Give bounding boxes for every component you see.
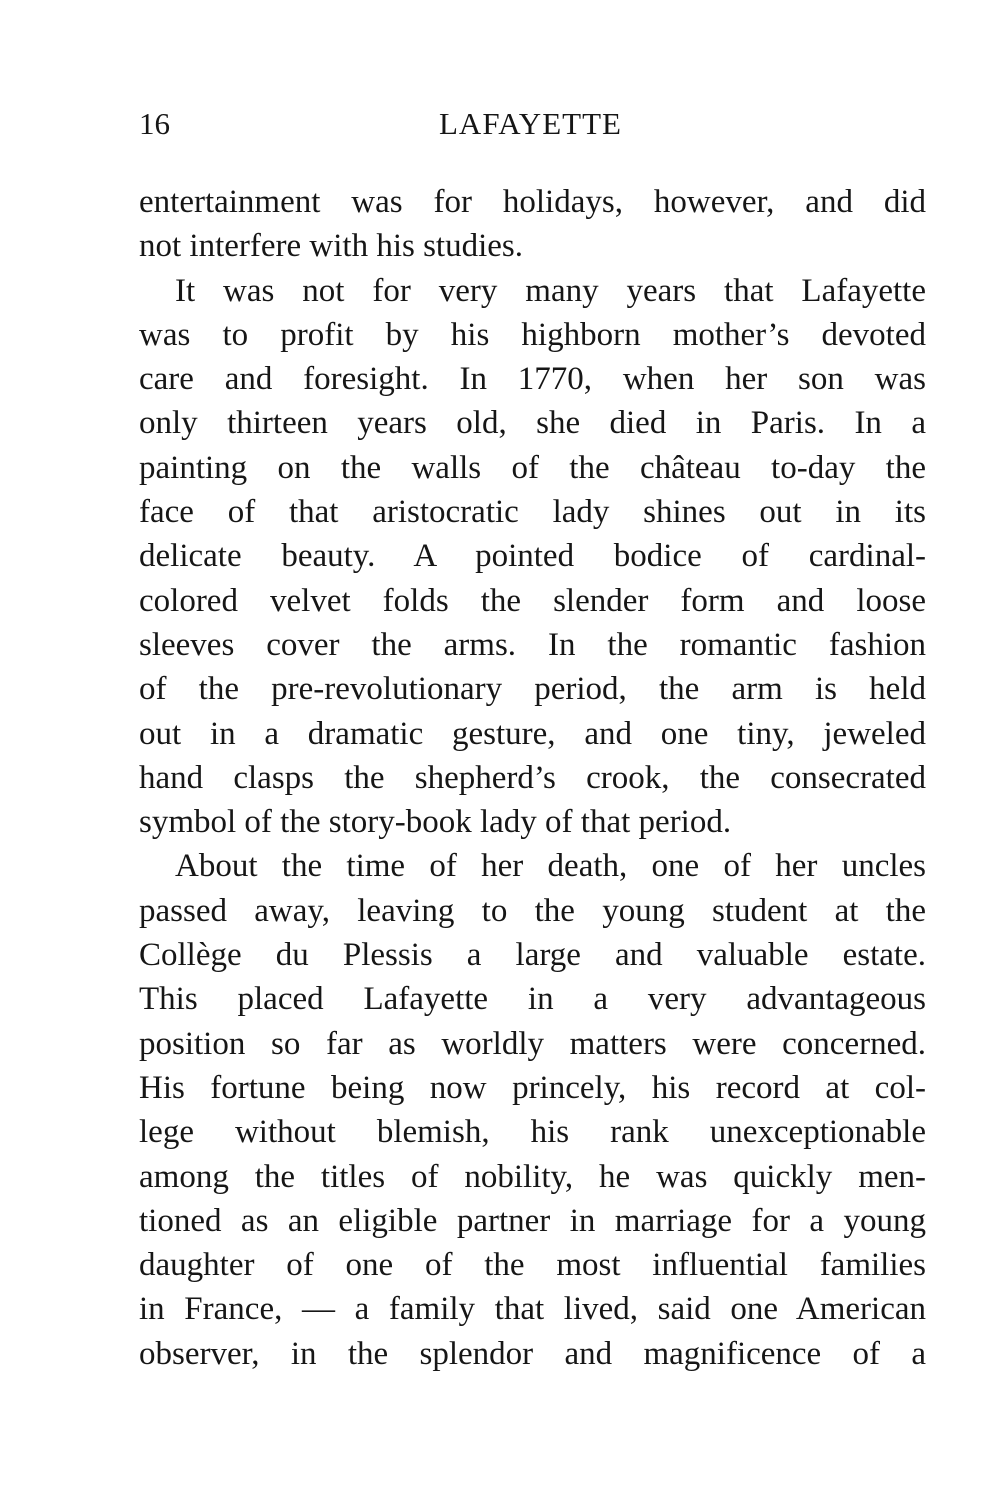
paragraph-first-line: It was not for very many years that Lafayette <box>175 272 926 309</box>
text-line: sleeves cover the arms. In the romantic fashion <box>139 626 926 663</box>
text-line: This placed Lafayette in a very advantageous <box>139 981 926 1018</box>
text-line: lege without blemish, his rank unexceptionable <box>139 1114 926 1151</box>
body-text <box>139 180 926 1376</box>
text-line: observer, in the splendor and magnificence of a <box>139 1335 926 1372</box>
text-line: among the titles of nobility, he was quickly men- <box>139 1158 926 1195</box>
text-line: entertainment was for holidays, however, and did <box>139 184 926 220</box>
text-line: daughter of one of the most influential families <box>139 1247 926 1284</box>
text-line: painting on the walls of the château to-day the <box>139 449 926 486</box>
text-line: only thirteen years old, she died in Paris. In a <box>139 405 926 442</box>
text-line: tioned as an eligible partner in marriage for a young <box>139 1202 926 1239</box>
paragraph-first-line: About the time of her death, one of her uncles <box>175 848 926 885</box>
text-line: in France, — a family that lived, said one American <box>139 1291 926 1328</box>
text-line: not interfere with his studies. <box>139 228 524 265</box>
text-line: His fortune being now princely, his record at col- <box>139 1069 926 1106</box>
text-line: delicate beauty. A pointed bodice of cardinal- <box>139 538 926 575</box>
text-line: face of that aristocratic lady shines out in its <box>139 494 926 531</box>
running-head <box>139 104 926 144</box>
page-number: 16 <box>139 106 170 141</box>
text-line: Collège du Plessis a large and valuable estate. <box>139 937 926 974</box>
text-line: was to profit by his highborn mother’s devoted <box>139 316 926 353</box>
text-line: colored velvet folds the slender form and loose <box>139 582 926 619</box>
running-title: LAFAYETTE <box>439 106 622 141</box>
text-line: of the pre-revolutionary period, the arm is held <box>139 671 926 708</box>
text-line: care and foresight. In 1770, when her son was <box>139 361 926 398</box>
text-line: hand clasps the shepherd’s crook, the consecrated <box>139 759 926 796</box>
text-line: out in a dramatic gesture, and one tiny, jeweled <box>139 715 926 752</box>
text-line: passed away, leaving to the young student at the <box>139 892 926 929</box>
text-line: symbol of the story-book lady of that period. <box>139 804 732 841</box>
text-line: position so far as worldly matters were concerned. <box>139 1025 926 1062</box>
